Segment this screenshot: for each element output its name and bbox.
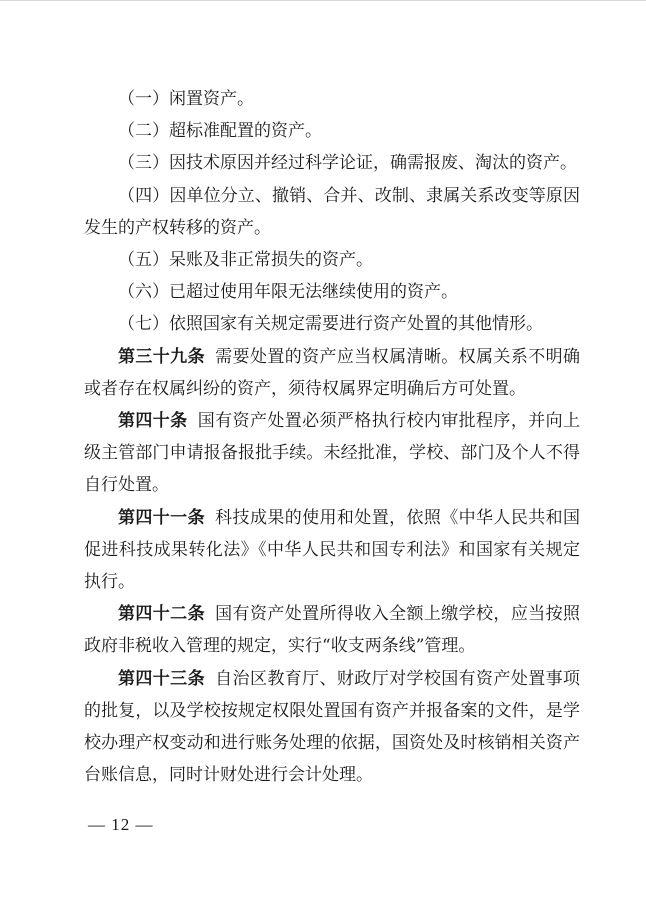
- article-39: [84, 341, 580, 405]
- article-41: [84, 502, 580, 599]
- article-title: 第四十一条: [118, 507, 205, 528]
- page-number: — 12 —: [88, 815, 154, 834]
- article-text: 自治区教育厅、财政厅对学校国有资产处置事项的批复，以及学校按规定权限处置国有资产并报备案的文件，是学校办理产权变动和进行账务处理的依据，国资处及时核销相关资产台账信息，同时计财处进行会计处理。: [84, 668, 581, 786]
- article-title: 第四十三条: [118, 668, 205, 689]
- list-item: （四）因单位分立、撤销、合并、改制、隶属关系改变等原因发生的产权转移的资产。: [84, 185, 580, 238]
- article-text: 国有资产处置所得收入全额上缴学校，应当按照政府非税收入管理的规定，实行“收支两条线”管理。: [84, 604, 581, 657]
- list-item: （六）已超过使用年限无法继续使用的资产。: [118, 282, 458, 303]
- list-item: （七）依照国家有关规定需要进行资产处置的其他情形。: [118, 314, 543, 335]
- article-title: 第三十九条: [118, 346, 205, 367]
- article-title: 第四十条: [118, 411, 188, 432]
- article-40: [84, 405, 580, 502]
- article-text: 需要处置的资产应当权属清晰。权属关系不明确或者存在权属纠纷的资产，须待权属界定明确后方可处置。: [84, 346, 581, 399]
- list-item: （一）闲置资产。: [118, 89, 254, 109]
- article-text: 国有资产处置必须严格执行校内审批程序，并向上级主管部门申请报备报批手续。未经批准，学校、部门及个人不得自行处置。: [84, 411, 581, 496]
- document-body: [84, 83, 580, 791]
- list-item: （五）呆账及非正常损失的资产。: [118, 250, 373, 271]
- list-item: （二）超标准配置的资产。: [118, 121, 322, 142]
- list-item: （三）因技术原因并经过科学论证，确需报废、淘汰的资产。: [118, 153, 577, 174]
- article-text: 科技成果的使用和处置，依照《中华人民共和国促进科技成果转化法》《中华人民共和国专利法》和国家有关规定执行。: [84, 507, 581, 593]
- article-title: 第四十二条: [118, 604, 205, 625]
- article-42: [84, 598, 580, 662]
- article-43: [84, 663, 580, 792]
